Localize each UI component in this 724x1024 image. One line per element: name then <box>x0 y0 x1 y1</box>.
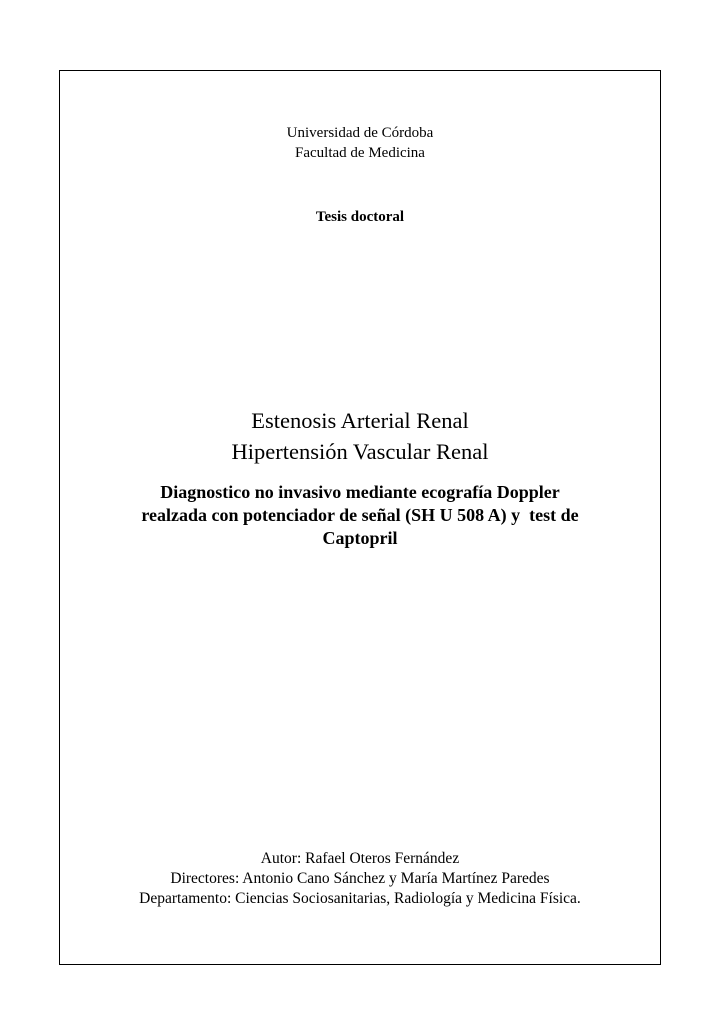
university-name: Universidad de Córdoba <box>286 125 434 141</box>
faculty-name: Facultad de Medicina <box>295 145 425 161</box>
subtitle-line-3: Captopril <box>322 528 398 548</box>
directors-line: Directores: Antonio Cano Sánchez y María Martínez Paredes <box>170 870 550 887</box>
title-line-1: Estenosis Arterial Renal <box>251 408 469 433</box>
page-border <box>59 70 661 965</box>
subtitle-line-1: Diagnostico no invasivo mediante ecografía Doppler <box>160 482 560 502</box>
document-type: Tesis doctoral <box>315 209 405 225</box>
department-line: Departamento: Ciencias Sociosanitarias, Radiología y Medicina Física. <box>139 890 581 907</box>
author-line: Autor: Rafael Oteros Fernández <box>260 850 460 867</box>
subtitle-line-2: realzada con potenciador de señal (SH U 508 A) y test de <box>141 505 579 525</box>
title-line-2: Hipertensión Vascular Renal <box>231 439 489 464</box>
